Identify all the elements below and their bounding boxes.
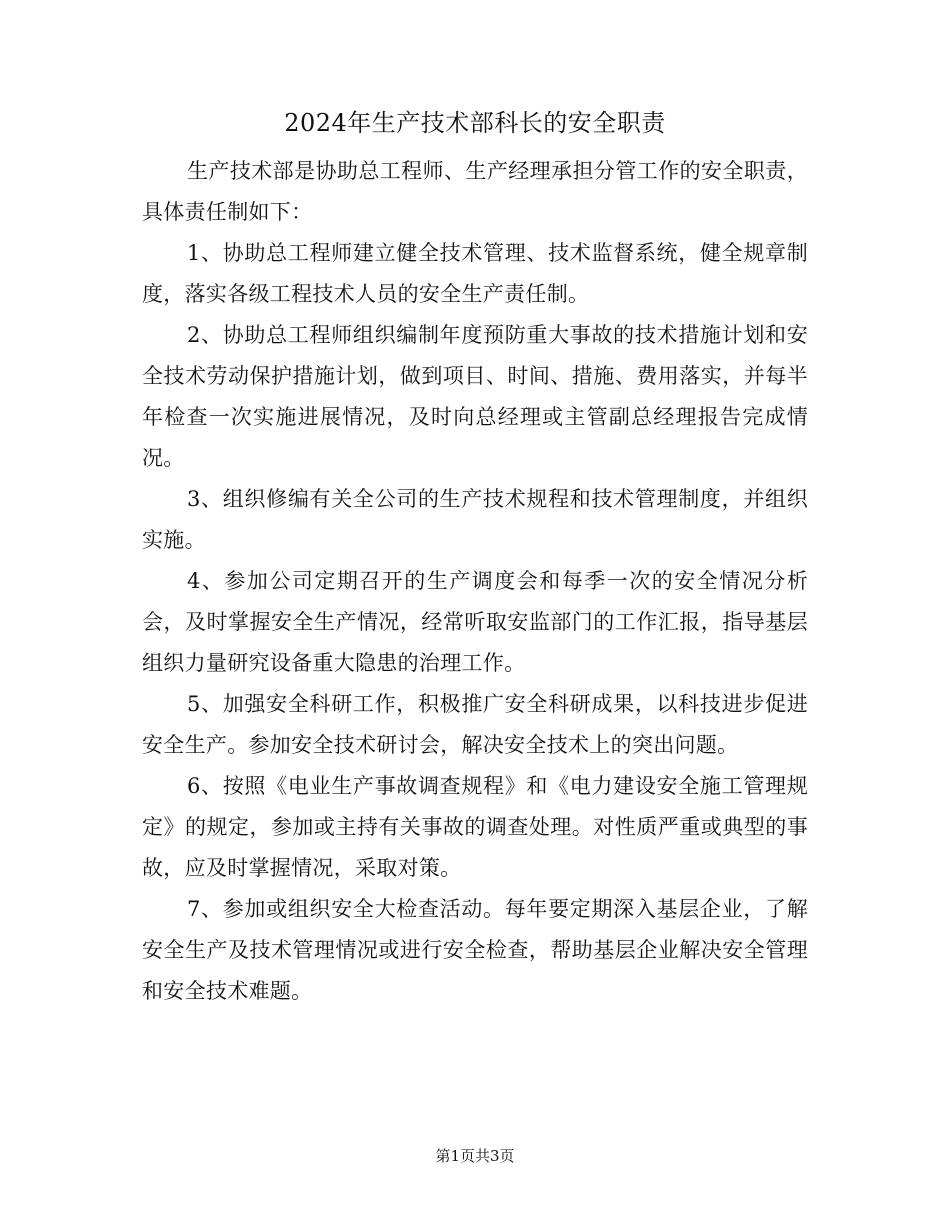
paragraph-item-1: 1、协助总工程师建立健全技术管理、技术监督系统，健全规章制度，落实各级工程技术人员的安全生产责任制。 — [142, 241, 808, 306]
paragraph-item-5: 5、加强安全科研工作，积极推广安全科研成果，以科技进步促进安全生产。参加安全技术研讨会，解决安全技术上的突出问题。 — [142, 692, 808, 757]
paragraph-item-2: 2、协助总工程师组织编制年度预防重大事故的技术措施计划和安全技术劳动保护措施计划，做到项目、时间、措施、费用落实，并每半年检查一次实施进展情况，及时向总经理或主管副总经理报告完成情况。 — [142, 323, 808, 470]
document-body — [142, 151, 808, 1012]
paragraph-intro: 生产技术部是协助总工程师、生产经理承担分管工作的安全职责，具体责任制如下： — [142, 159, 808, 224]
paragraph-item-4: 4、参加公司定期召开的生产调度会和每季一次的安全情况分析会，及时掌握安全生产情况，经常听取安监部门的工作汇报，指导基层组织力量研究设备重大隐患的治理工作。 — [142, 569, 808, 675]
page-number: 第1页共3页 — [435, 1147, 515, 1165]
document-title: 2024年生产技术部科长的安全职责 — [284, 109, 666, 137]
paragraph-item-6: 6、按照《电业生产事故调查规程》和《电力建设安全施工管理规定》的规定，参加或主持有关事故的调查处理。对性质严重或典型的事故，应及时掌握情况，采取对策。 — [142, 774, 808, 880]
paragraph-item-7: 7、参加或组织安全大检查活动。每年要定期深入基层企业，了解安全生产及技术管理情况或进行安全检查，帮助基层企业解决安全管理和安全技术难题。 — [142, 897, 808, 1003]
paragraph-item-3: 3、组织修编有关全公司的生产技术规程和技术管理制度，并组织实施。 — [142, 487, 808, 552]
